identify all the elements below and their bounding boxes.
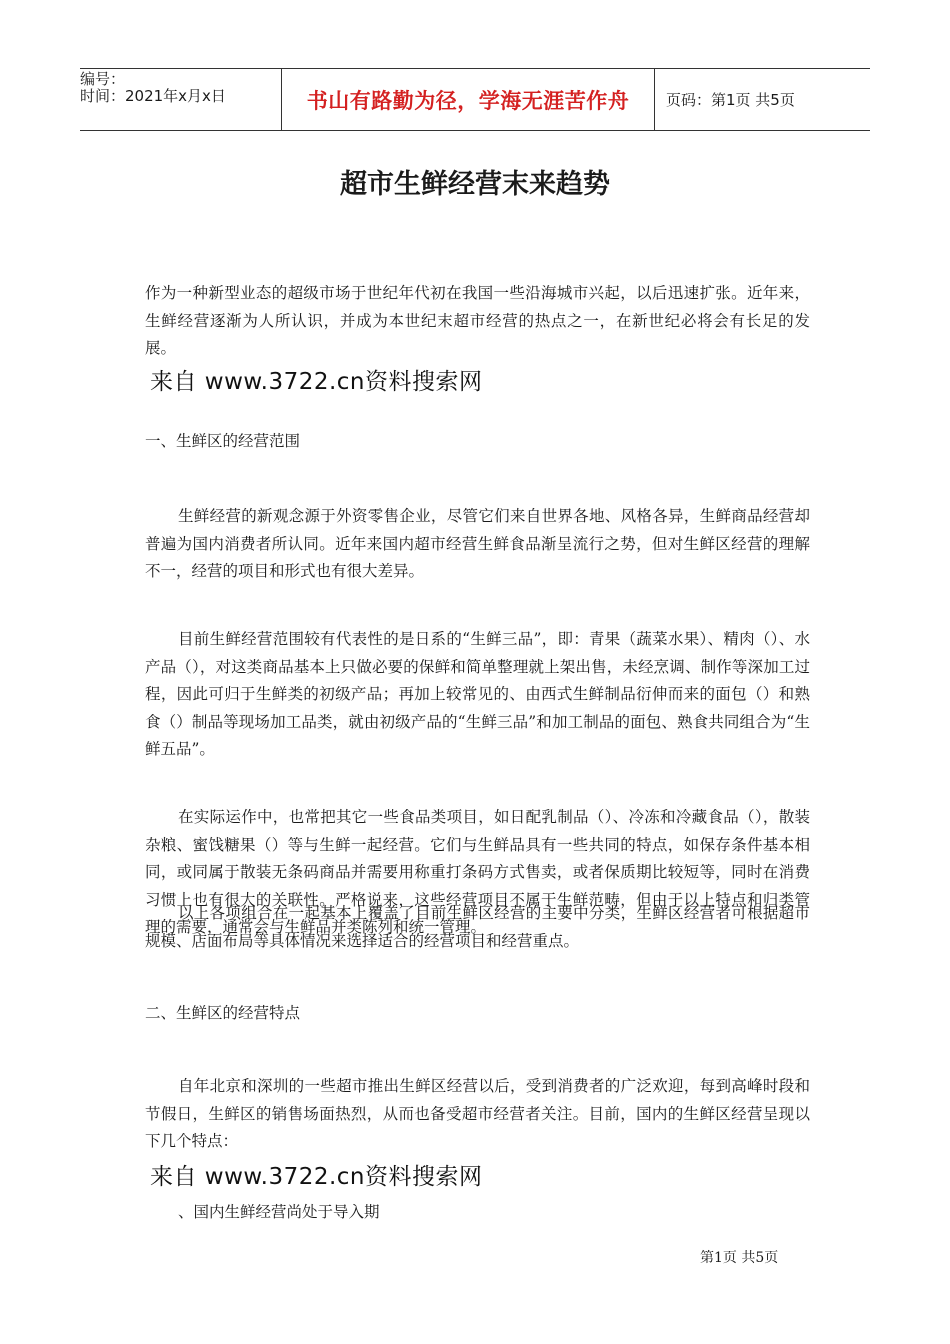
watermark-text-2: 来自 www.3722.cn资料搜索网 — [150, 1164, 483, 1190]
paragraph-2: 生鲜经营的新观念源于外资零售企业，尽管它们来自世界各地、风格各异，生鲜商品经营却普遍为国内消费者所认同。近年来国内超市经营生鲜食品渐呈流行之势，但对生鲜区经营的理解不一，经营的项目和形式也有很大差异。 — [145, 507, 810, 580]
time-label: 时间：2021年x月x日 — [80, 87, 226, 105]
paragraph-intro: 作为一种新型业态的超级市场于世纪年代初在我国一些沿海城市兴起，以后迅速扩张。近年来，生鲜经营逐渐为人所认识，并成为本世纪末超市经营的热点之一，在新世纪必将会有长足的发展。 — [145, 284, 810, 357]
paragraph-3: 目前生鲜经营范围较有代表性的是日系的“生鲜三品”，即：青果（蔬菜水果）、精肉（）、水产品（），对这类商品基本上只做必要的保鲜和简单整理就上架出售，未经烹调、制作等深加工过程，因此可归于生鲜类的初级产品；再加上较常见的、由西式生鲜制品衍伸而来的面包（）和熟食（）制品等现场加工品类，就由初级产品的“生鲜三品”和加工制品的面包、熟食共同组合为“生鲜五品”。 — [145, 630, 810, 758]
header-page-cell — [654, 69, 870, 130]
page-footer: 第1页 共5页 — [700, 1250, 779, 1266]
paragraph-4: 在实际运作中，也常把其它一些食品类项目，如日配乳制品（）、冷冻和冷藏食品（），散装杂粮、蜜饯糖果（）等与生鲜一起经营。它们与生鲜品具有一些共同的特点，如保存条件基本相同，或同属于散装无条码商品并需要用称重打条码方式售卖，或者保质期比较短等，同时在消费习惯上也有很大的关联性。严格说来，这些经营项目不属于生鲜范畴，但由于以上特点和归类管理的需要，通常会与生鲜品并类陈列和统一管理。 — [145, 808, 810, 936]
header-meta — [80, 69, 280, 132]
page-label: 页码：第1页 共5页 — [666, 91, 795, 109]
section-heading-2: 二、生鲜区的经营特点 — [145, 1004, 301, 1022]
section-heading-1: 一、生鲜区的经营范围 — [145, 432, 301, 450]
paragraph-5: 以上各项组合在一起基本上覆盖了目前生鲜区经营的主要中分类，生鲜区经营者可根据超市规模、店面布局等具体情况来选择适合的经营项目和经营重点。 — [145, 904, 810, 950]
number-label: 编号： — [80, 70, 126, 88]
header-motto-cell — [281, 69, 655, 130]
page-title: 超市生鲜经营末来趋势 — [340, 169, 610, 200]
paragraph-6: 自年北京和深圳的一些超市推出生鲜区经营以后，受到消费者的广泛欢迎，每到高峰时段和节假日，生鲜区的销售场面热烈，从而也备受超市经营者关注。目前，国内的生鲜区经营呈现以下几个特点： — [145, 1077, 810, 1150]
motto: 书山有路勤为径，学海无涯苦作舟 — [306, 88, 630, 113]
subheading-1: 、国内生鲜经营尚处于导入期 — [178, 1203, 380, 1221]
page-header — [80, 68, 870, 131]
watermark-text: 来自 www.3722.cn资料搜索网 — [150, 369, 483, 395]
